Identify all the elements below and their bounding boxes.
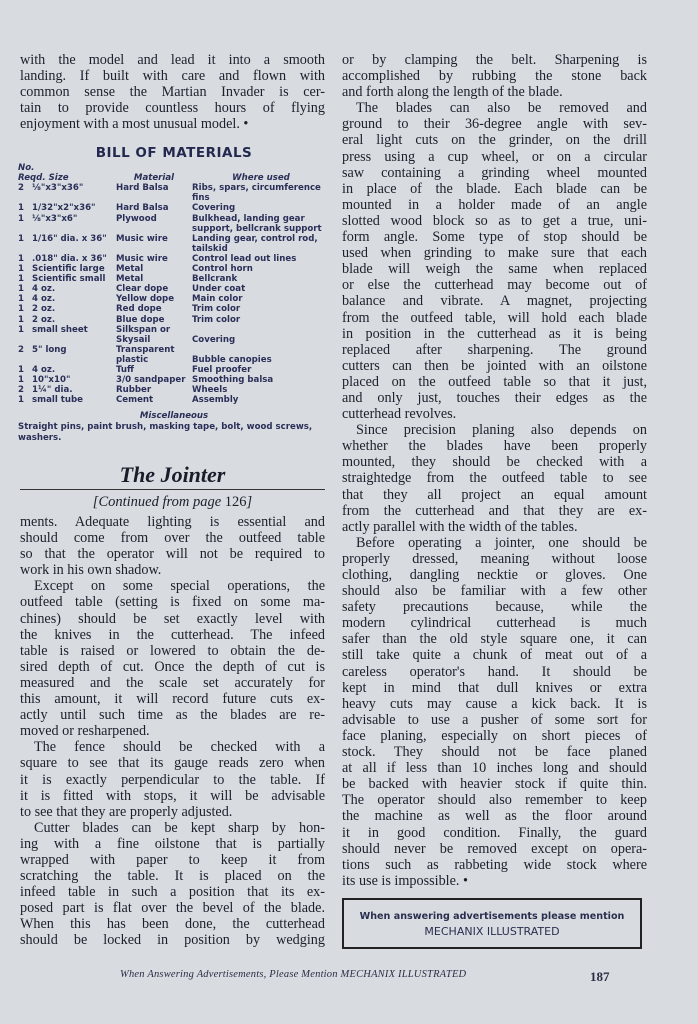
- bom-row: [18, 234, 330, 254]
- bom-qty: 2: [18, 344, 24, 355]
- text-line: The operator should also remember to keep: [342, 792, 647, 809]
- text-line: should also be familiar with a few other: [342, 583, 647, 600]
- bom-qty: 1: [18, 253, 24, 264]
- bom-qty: 1: [18, 294, 24, 305]
- text-line: used when grinding to make sure that each: [342, 245, 647, 262]
- text-line: the knives in the cutterhead. The infeed: [20, 626, 325, 643]
- text-line: cutterhead revolves.: [342, 406, 457, 423]
- bom-row: [18, 254, 330, 264]
- bom-where: Bulkhead, landing gear support, bellcrank support: [192, 213, 322, 234]
- text-line: it is fitted with stops, it will be advisable: [20, 787, 325, 804]
- bom-size: 4 oz.: [32, 294, 56, 305]
- bom-qty: 1: [18, 203, 24, 214]
- text-line: When this has been done, the cutterhead: [20, 916, 325, 933]
- text-line: with the model and lead it into a smooth: [20, 52, 325, 68]
- text-line: moved or resharpened.: [20, 723, 150, 740]
- paragraph: [20, 820, 325, 949]
- text-line: table is raised or lowered to obtain the de-: [20, 642, 325, 659]
- bom-where: Smoothing balsa: [192, 375, 274, 386]
- bom-where: Landing gear, control rod, tailskid: [192, 233, 318, 254]
- text-line: in position in the cutterhead as it is being: [342, 325, 647, 342]
- bom-row: [18, 304, 330, 314]
- bom-material: Rubber: [116, 385, 152, 396]
- text-line: properly dressed, meaning without loose: [342, 550, 647, 567]
- paragraph: [342, 535, 647, 889]
- bom-where: Trim color: [192, 304, 241, 315]
- bom-material: Transparent plastic: [116, 344, 175, 365]
- right-column-body: [342, 52, 647, 889]
- bom-row: [18, 203, 330, 213]
- bom-where: Ribs, spars, circumference fins: [192, 183, 321, 204]
- text-line: tain to provide countless hours of flying: [20, 100, 325, 117]
- continued-prefix: [Continued from page: [92, 494, 225, 510]
- text-line: kept in mind that dull knives or extra: [342, 679, 647, 696]
- text-line: safer than the old style square one, it can: [342, 631, 647, 648]
- bom-where: Covering: [192, 203, 236, 214]
- misc-text: Straight pins, paint brush, masking tape, bolt, wood screws, washers.: [18, 422, 313, 443]
- bom-where: Wheels: [192, 385, 228, 396]
- continued-page: 126: [224, 494, 247, 510]
- bom-where: Fuel proofer: [192, 364, 252, 375]
- text-line: press using a cup wheel, or on a circular: [342, 148, 647, 165]
- bom-where: Trim color: [192, 314, 241, 325]
- bom-qty: 1: [18, 314, 24, 325]
- text-line: face planing, especially on short pieces of: [342, 727, 647, 744]
- bom-material: Clear dope: [116, 284, 169, 295]
- bom-size: 10"x10": [32, 375, 71, 386]
- text-line: slotted wood block so as to get a true, uni-: [342, 212, 647, 229]
- text-line: Except on some special operations, the: [34, 578, 325, 595]
- bom-row: [18, 345, 330, 365]
- bom-row: [18, 284, 330, 294]
- bom-size: 5" long: [32, 344, 67, 355]
- text-line: safety precautions because, while the: [342, 599, 647, 616]
- bom-material: Blue dope: [116, 314, 165, 325]
- bom-size: Scientific large: [32, 264, 105, 275]
- text-line: cutters can then be jointed with an oilstone: [342, 357, 647, 374]
- text-line: careless operator's hand. It should be: [342, 663, 647, 680]
- text-line: square to see that its gauge reads zero when: [20, 755, 325, 772]
- bom-material: Hard Balsa: [116, 203, 169, 214]
- bom-row: [18, 395, 330, 405]
- text-line: should come from over the outfeed table: [20, 530, 325, 547]
- text-line: eral light cuts on the grinder, on the drill: [342, 132, 647, 149]
- text-line: measured and the scale set accurately for: [20, 674, 325, 691]
- text-line: placed on the outfeed table so that it just,: [342, 373, 647, 390]
- bom-material: Silkspan or Skysail: [116, 324, 171, 345]
- bom-title: BILL OF MATERIALS: [95, 145, 253, 161]
- text-line: landing. If built with care and flown with: [20, 68, 325, 85]
- bom-material: Music wire: [116, 253, 168, 264]
- bom-material: Yellow dope: [116, 294, 175, 305]
- bom-where: Covering: [192, 334, 236, 345]
- bom-where: Bubble canopies: [192, 354, 272, 365]
- bom-where: Control lead out lines: [192, 253, 297, 264]
- text-line: actly parallel with the width of the tables.: [342, 518, 578, 535]
- bom-where: Main color: [192, 294, 243, 305]
- ad-line1: When answering advertisements please mention: [359, 911, 625, 922]
- bom-material: Hard Balsa: [116, 183, 169, 194]
- bom-where: Under coat: [192, 284, 246, 295]
- bom-qty: 1: [18, 233, 24, 244]
- bom-size: 4 oz.: [32, 364, 56, 375]
- left-column-body: [20, 514, 325, 949]
- text-line: whether the blades have been properly: [342, 438, 647, 455]
- bom-size: 1¼" dia.: [32, 385, 73, 396]
- text-line: mounted, they should be checked with a: [342, 454, 647, 471]
- paragraph: [342, 100, 647, 422]
- bom-where: Control horn: [192, 264, 253, 275]
- bom-header-size: Size: [48, 173, 69, 184]
- bom-material: Music wire: [116, 233, 168, 244]
- bom-header-where: Where used: [232, 173, 290, 184]
- advertisement-notice-box: [342, 898, 642, 949]
- bom-qty: 1: [18, 364, 24, 375]
- bom-size: .018" dia. x 36": [32, 253, 107, 264]
- bom-row: [18, 365, 330, 375]
- text-line: and only just, touches their edges as the: [342, 389, 647, 406]
- text-line: be backed with heavier stock if quite thin.: [342, 776, 647, 793]
- bom-size: 2 oz.: [32, 314, 56, 325]
- bom-size: 2 oz.: [32, 304, 56, 315]
- bom-size: 1/32"x2"x36": [32, 203, 96, 214]
- bom-row: [18, 375, 330, 385]
- paragraph: [20, 739, 325, 819]
- bom-row: [18, 183, 330, 203]
- text-line: modern cylindrical cutterhead is much: [342, 615, 647, 632]
- text-line: at all if less than 10 inches long and should: [342, 760, 647, 777]
- bom-material: Plywood: [116, 213, 157, 224]
- text-line: The blades can also be removed and: [356, 100, 647, 117]
- text-line: blade will weigh the same when replaced: [342, 261, 647, 278]
- text-line: enjoyment with a most unusual model. •: [20, 116, 249, 133]
- text-line: tions such as rabbeting wide stock where: [342, 856, 647, 873]
- text-line: chines) should be set exactly level with: [20, 610, 325, 627]
- text-line: from the cutterhead and that they are ex-: [342, 502, 647, 519]
- bom-size: small sheet: [32, 324, 88, 335]
- bom-row: [18, 214, 330, 234]
- text-line: balance and vibrate. A magnet, projecting: [342, 293, 647, 310]
- title-rule: [20, 489, 325, 490]
- text-line: that they all project an equal amount: [342, 486, 647, 503]
- page-number: 187: [590, 969, 610, 984]
- text-line: outfeed table (setting is fixed on some ma-: [20, 594, 325, 611]
- bom-rows: [18, 183, 330, 405]
- text-line: it in good condition. Finally, the guard: [342, 824, 647, 841]
- text-line: Before operating a jointer, one should be: [356, 534, 647, 551]
- text-line: accomplished by rubbing the stone back: [342, 68, 647, 85]
- text-line: The fence should be checked with a: [34, 739, 325, 756]
- bom-material: Red dope: [116, 304, 162, 315]
- bom-row: [18, 264, 330, 274]
- text-line: this amount, it will record future cuts ex-: [20, 691, 325, 708]
- text-line: mounted in a holder made of an angle: [342, 196, 647, 213]
- bom-header: [18, 163, 330, 183]
- text-line: heavy cuts may cause a kick back. It is: [342, 695, 647, 712]
- article-title: The Jointer: [119, 462, 226, 487]
- text-line: clothing, dangling necktie or gloves. One: [342, 567, 647, 583]
- text-line: to see that they are properly adjusted.: [20, 803, 233, 820]
- text-line: and forth along the length of the blade.: [342, 84, 563, 101]
- text-line: common sense the Martian Invader is cer-: [20, 84, 325, 101]
- bill-of-materials: [18, 145, 330, 443]
- bom-material: 3/0 sandpaper: [116, 375, 186, 386]
- text-line: scratching the table. It is placed on the: [20, 868, 325, 885]
- bom-size: Scientific small: [32, 274, 106, 285]
- ad-line2: MECHANIX ILLUSTRATED: [424, 925, 560, 938]
- bom-material: Tuff: [116, 364, 134, 375]
- bom-row: [18, 315, 330, 325]
- text-line: actly until such time as the blades are re-: [20, 707, 325, 724]
- text-line: should never be removed except on opera-: [342, 840, 647, 857]
- bom-qty: 1: [18, 264, 24, 275]
- text-line: in place of the blade. Each blade can be: [342, 180, 647, 197]
- paragraph: [20, 514, 325, 578]
- paragraph: [20, 578, 325, 739]
- text-line: replaced after sharpening. The ground: [342, 341, 647, 358]
- paragraph: [342, 422, 647, 535]
- intro-text: [20, 52, 325, 132]
- text-line: saw containing a grinding wheel mounted: [342, 164, 647, 181]
- text-line: stock. They should not be face planed: [342, 744, 647, 761]
- text-line: its use is impossible. •: [342, 872, 468, 889]
- bom-qty: 1: [18, 375, 24, 386]
- bom-qty: 2: [18, 385, 24, 396]
- text-line: work in his own shadow.: [20, 562, 162, 579]
- text-line: wrapped with paper to keep it from: [20, 851, 325, 868]
- bom-header-no: No.: [18, 163, 35, 174]
- text-line: advisable to use a pusher of some sort for: [342, 711, 647, 728]
- continued-suffix: ]: [246, 494, 253, 510]
- text-line: or else the cutterhead may become out of: [342, 277, 647, 294]
- bom-qty: 2: [18, 183, 24, 194]
- text-line: the machine as well as the floor around: [342, 808, 647, 825]
- text-line: it is exactly perpendicular to the table. If: [20, 771, 325, 788]
- bom-size: 4 oz.: [32, 284, 56, 295]
- text-line: or by clamping the belt. Sharpening is: [342, 52, 647, 68]
- bom-row: [18, 274, 330, 284]
- continued-note: [20, 494, 325, 511]
- page-footer: When Answering Advertisements, Please Mention MECHANIX ILLUSTRATED: [120, 969, 467, 980]
- text-line: posed part is flat over the bevel of the blade.: [20, 900, 325, 917]
- bom-qty: 1: [18, 213, 24, 224]
- text-line: infeed table in such a position that its ex-: [20, 884, 325, 901]
- bom-size: ⅛"x3"x6": [32, 213, 78, 224]
- bom-row: [18, 385, 330, 395]
- bom-where: Bellcrank: [192, 274, 238, 285]
- bom-material: Metal: [116, 264, 144, 275]
- text-line: ments. Adequate lighting is essential and: [20, 514, 325, 530]
- text-line: form angle. Some type of stop should be: [342, 229, 647, 246]
- bom-row: [18, 294, 330, 304]
- bom-row: [18, 325, 330, 345]
- misc-title: Miscellaneous: [139, 411, 209, 422]
- text-line: so that the operator will not be required to: [20, 546, 325, 563]
- bom-size: ⅛"x3"x36": [32, 183, 84, 194]
- bom-material: Cement: [116, 395, 154, 406]
- text-line: ing with a fine oilstone that is partially: [20, 835, 325, 852]
- bom-qty: 1: [18, 274, 24, 285]
- paragraph: [342, 52, 647, 100]
- text-line: sired depth of cut. Once the depth of cut is: [20, 658, 325, 675]
- text-line: straightedge from the outfeed table to see: [342, 470, 647, 487]
- bom-qty: 1: [18, 324, 24, 335]
- text-line: Since precision planing also depends on: [356, 422, 647, 439]
- bom-qty: 1: [18, 304, 24, 315]
- bom-qty: 1: [18, 395, 24, 406]
- bom-header-reqd: Reqd.: [18, 173, 46, 184]
- text-line: Cutter blades can be kept sharp by hon-: [34, 819, 325, 836]
- bom-header-material: Material: [133, 173, 175, 184]
- text-line: should be locked in position by wedging: [20, 932, 325, 949]
- bom-qty: 1: [18, 284, 24, 295]
- text-line: from the outfeed table, will hold each blade: [342, 309, 647, 326]
- bom-size: 1/16" dia. x 36": [32, 233, 107, 244]
- text-line: still take quite a chunk of meat out of a: [342, 647, 647, 664]
- bom-size: small tube: [32, 395, 83, 406]
- text-line: ground to their 36-degree angle with sev-: [342, 116, 647, 133]
- bom-where: Assembly: [192, 395, 239, 406]
- bom-material: Metal: [116, 274, 144, 285]
